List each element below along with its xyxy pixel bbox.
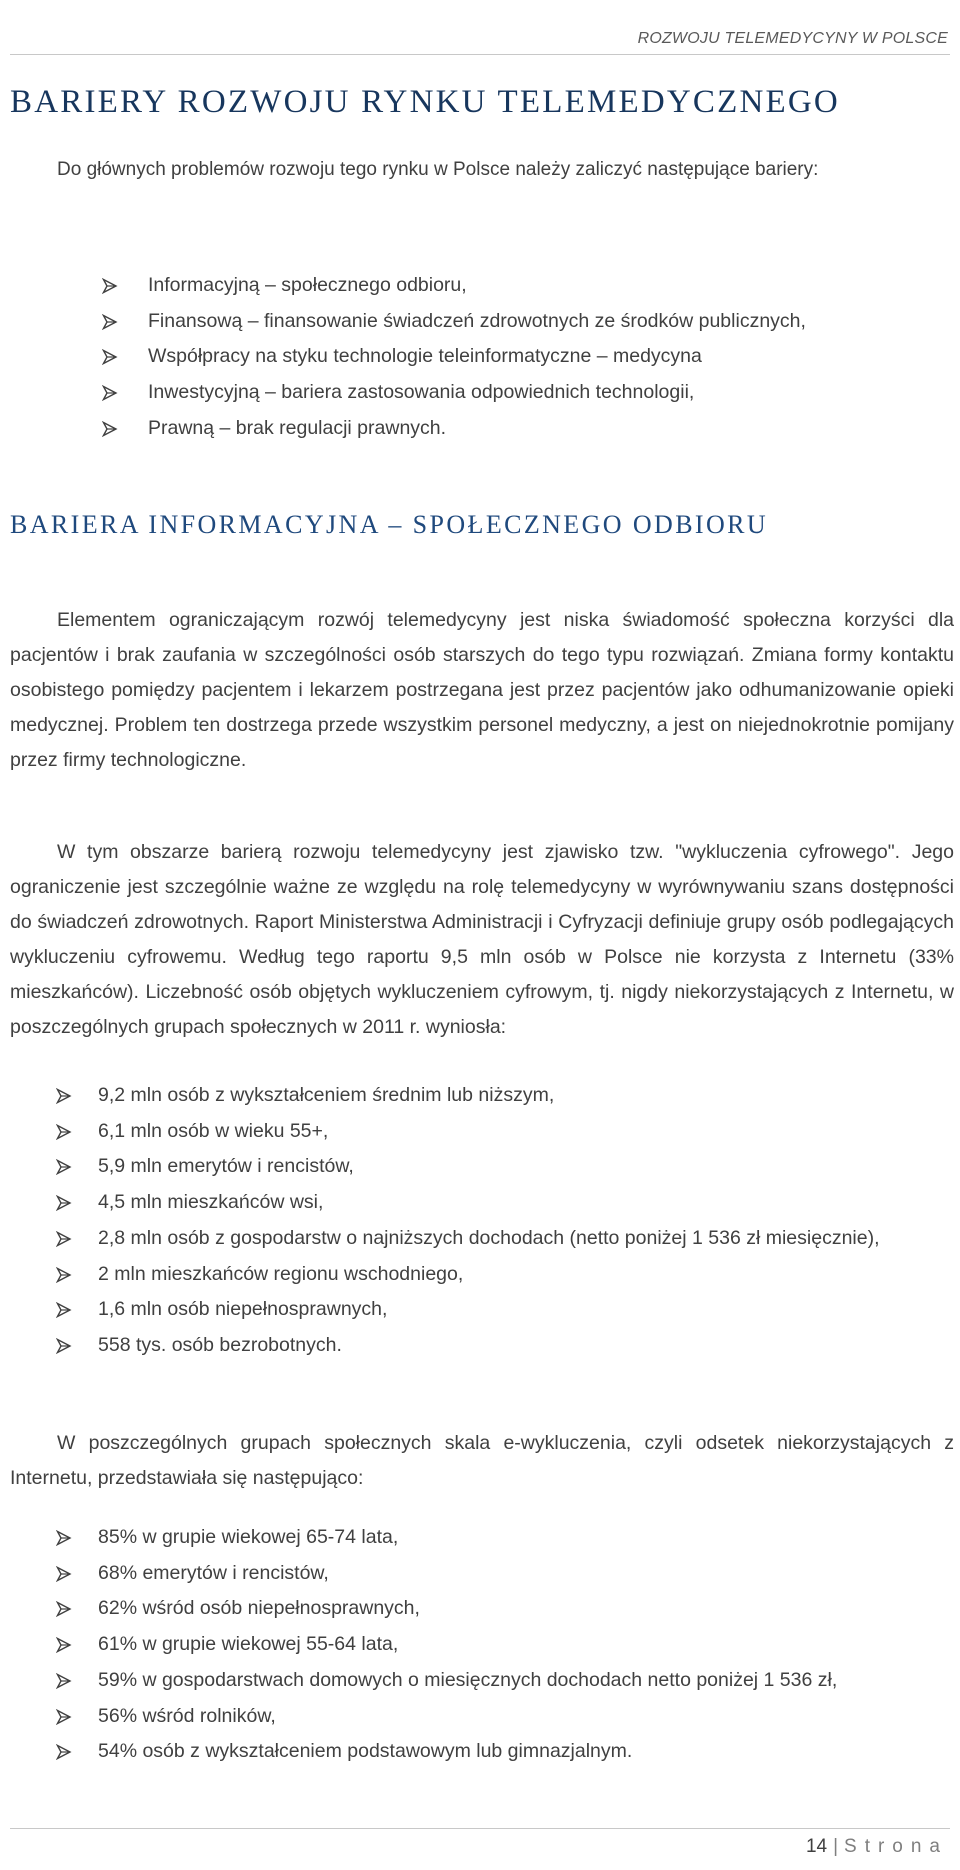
list-item [56, 1520, 956, 1556]
list-item-text: Inwestycyjną – bariera zastosowania odpowiednich technologii, [148, 381, 695, 404]
list-item-text: 4,5 mln mieszkańców wsi, [98, 1191, 324, 1214]
arrow-bullet-icon [56, 1709, 72, 1725]
list-item-text: 85% w grupie wiekowej 65-74 lata, [98, 1526, 399, 1548]
list-item [102, 268, 942, 304]
arrow-bullet-icon [56, 1744, 72, 1760]
header-divider [10, 54, 950, 55]
list-item [56, 1149, 956, 1185]
list-item [56, 1591, 956, 1627]
list-item [102, 304, 942, 340]
list-item [102, 375, 942, 411]
arrow-bullet-icon [102, 385, 118, 401]
list-item [56, 1699, 956, 1735]
paragraph-elementem: Elementem ograniczającym rozwój telemedycyny jest niska świadomość społeczna korzyści dla pacjentów i brak zaufania w szczególności osób starszych do tego typu rozwiązań. Zmiana formy kontaktu osobistego pomiędzy pacjentem i lekarzem postrzegana jest przez pacjentów jako odhumanizowanie opieki medycznej. Problem ten dostrzega przede wszystkim personel medyczny, a jest on niejednokrotnie pomijany przez firmy technologiczne. [10, 609, 954, 771]
list-item [56, 1185, 956, 1221]
list-item [56, 1556, 956, 1592]
arrow-bullet-icon [56, 1195, 72, 1211]
list-item [102, 339, 942, 375]
list-item [102, 411, 942, 447]
list-item-text: 5,9 mln emerytów i rencistów, [98, 1155, 354, 1178]
excluded-groups-list [56, 1078, 956, 1364]
list-item-text: Współpracy na styku technologie teleinformatyczne – medycyna [148, 345, 702, 368]
footer-divider [10, 1828, 950, 1829]
arrow-bullet-icon [56, 1338, 72, 1354]
list-item [56, 1627, 956, 1663]
arrow-bullet-icon [56, 1231, 72, 1247]
arrow-bullet-icon [102, 314, 118, 330]
arrow-bullet-icon [56, 1673, 72, 1689]
arrow-bullet-icon [102, 421, 118, 437]
arrow-bullet-icon [56, 1566, 72, 1582]
paragraph-wykluczenie: W tym obszarze barierą rozwoju telemedycyny jest zjawisko tzw. "wykluczenia cyfrowego". Jego ograniczenie jest szczególnie ważne ze względu na rolę telemedycyny w wyrównywaniu szans dostępności do świadczeń zdrowotnych. Raport Ministerstwa Administracji i Cyfryzacji definiuje grupy osób podlegających wykluczeniu cyfrowemu. Według tego raportu 9,5 mln osób w Polsce nie korzysta z Internetu (33% mieszkańców). Liczebność osób objętych wykluczeniem cyfrowym, tj. nigdy niekorzystających z Internetu, w poszczególnych grupach społecznych w 2011 r. wyniosła: [10, 841, 954, 1038]
page-footer [806, 1836, 948, 1858]
arrow-bullet-icon [102, 349, 118, 365]
list-item-text: Finansową – finansowanie świadczeń zdrowotnych ze środków publicznych, [148, 309, 806, 332]
list-item [56, 1078, 956, 1114]
list-item [56, 1292, 956, 1328]
footer-separator: | [833, 1836, 839, 1857]
arrow-bullet-icon [56, 1267, 72, 1283]
arrow-bullet-icon [56, 1124, 72, 1140]
list-item-text: 61% w grupie wiekowej 55-64 lata, [98, 1633, 399, 1656]
page-number: 14 [805, 1836, 828, 1857]
arrow-bullet-icon [56, 1088, 72, 1104]
list-item [56, 1328, 956, 1364]
intro-paragraph: Do głównych problemów rozwoju tego rynku w Polsce należy zaliczyć następujące bariery: [57, 159, 819, 180]
list-item-text: Prawną – brak regulacji prawnych. [148, 416, 447, 439]
arrow-bullet-icon [56, 1637, 72, 1653]
list-item [56, 1734, 956, 1770]
page-word: Strona [844, 1836, 948, 1857]
list-item-text: 68% emerytów i rencistów, [98, 1561, 329, 1584]
list-item-text: Informacyjną – społecznego odbioru, [148, 274, 467, 296]
list-item-text: 59% w gospodarstwach domowych o miesięcznych dochodach netto poniżej 1 536 zł, [98, 1668, 838, 1691]
arrow-bullet-icon [56, 1159, 72, 1175]
list-item-text: 1,6 mln osób niepełnosprawnych, [98, 1298, 388, 1321]
list-item-text: 6,1 mln osób w wieku 55+, [98, 1119, 329, 1142]
arrow-bullet-icon [56, 1530, 72, 1546]
list-item [56, 1114, 956, 1150]
arrow-bullet-icon [102, 278, 118, 294]
list-item [56, 1663, 956, 1699]
list-item-text: 56% wśród rolników, [98, 1704, 276, 1727]
paragraph-skala: W poszczególnych grupach społecznych skala e-wykluczenia, czyli odsetek niekorzystających z Internetu, przedstawiała się następująco: [10, 1432, 954, 1489]
e-exclusion-percentages-list [56, 1520, 956, 1770]
list-item-text: 54% osób z wykształceniem podstawowym lub gimnazjalnym. [98, 1740, 633, 1763]
list-item-text: 9,2 mln osób z wykształceniem średnim lub niższym, [98, 1084, 555, 1106]
list-item-text: 558 tys. osób bezrobotnych. [98, 1333, 342, 1356]
list-item-text: 2,8 mln osób z gospodarstw o najniższych dochodach (netto poniżej 1 536 zł miesięcznie), [98, 1226, 880, 1249]
arrow-bullet-icon [56, 1601, 72, 1617]
list-item-text: 2 mln mieszkańców regionu wschodniego, [98, 1262, 464, 1285]
barriers-list [102, 268, 942, 447]
list-item [56, 1221, 956, 1257]
running-header: ROZWOJU TELEMEDYCYNY W POLSCE [637, 30, 948, 47]
list-item-text: 62% wśród osób niepełnosprawnych, [98, 1597, 420, 1620]
section-title-bariera-informacyjna: BARIERA INFORMACYJNA – SPOŁECZNEGO ODBIORU [10, 510, 769, 539]
section-title-bariery: BARIERY ROZWOJU RYNKU TELEMEDYCZNEGO [10, 84, 840, 120]
list-item [56, 1257, 956, 1293]
arrow-bullet-icon [56, 1302, 72, 1318]
